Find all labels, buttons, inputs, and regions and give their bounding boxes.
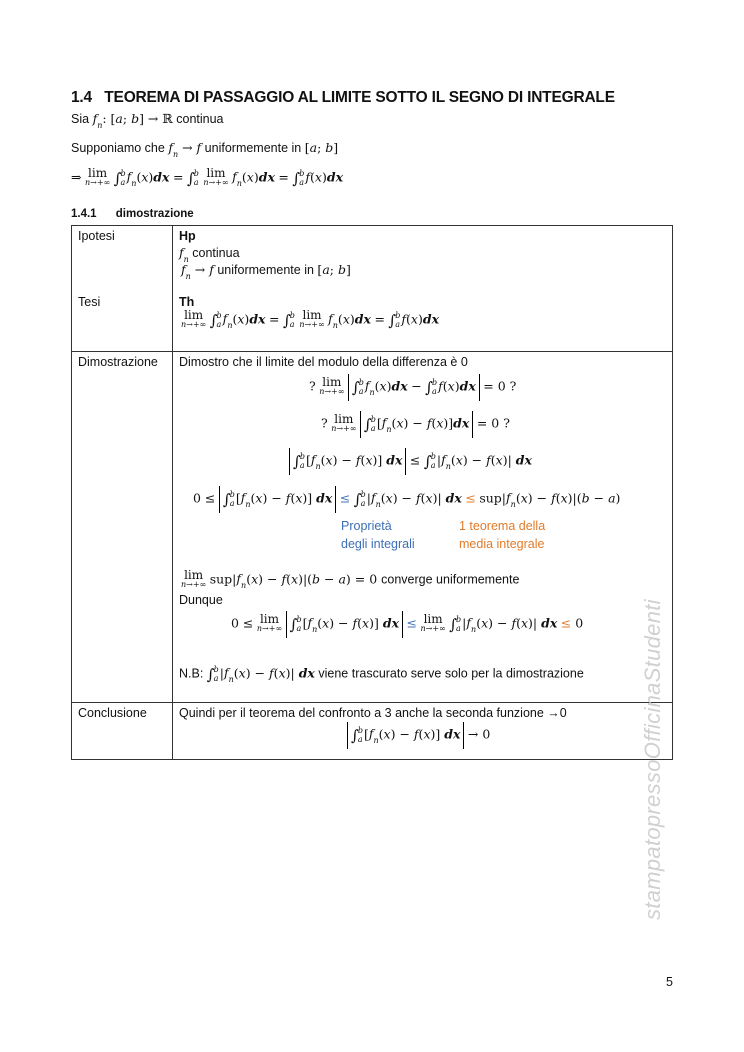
hp-line-2: $f_n \to f$ uniformemente in [a; b] — [181, 262, 351, 281]
cell-dimostrazione-content — [173, 352, 673, 703]
cell-conclusione-label — [72, 703, 173, 760]
conclusione-label: Conclusione — [78, 706, 147, 720]
row-ipotesi-tesi — [72, 226, 673, 352]
formula-dunque: 0 ≤ lim n→+∞ ∫ b a $[f_n(x) - f(x)]$ dx ≤ lim n→+∞ ∫ b a $|f_n(x) - f(x)|$ dx ≤ 0 — [231, 611, 583, 638]
subsection-heading: 1.4.1 dimostrazione — [71, 208, 194, 220]
hp-title: Hp — [179, 229, 196, 243]
section-heading — [71, 89, 615, 107]
th-formula: lim n→+∞ ∫ b a $f_n(x)dx$ = ∫ b a lim n→+∞ $f_n(x)dx$ = ∫ b a f(x)dx — [181, 308, 440, 331]
main-theorem-formula: ⇒ lim n→+∞ ∫ b a $f_n(x)dx$ = ∫ b a lim n→+∞ $f_n(x)dx$ = ∫ b a f(x)dx — [71, 166, 344, 189]
nb-note: N.B: ∫ b a $|f_n(x) - f(x)|$ dx viene trascurato serve solo per la dimostrazione — [179, 665, 584, 685]
row-conclusione — [72, 703, 673, 760]
annotation-blue-1: Proprietà — [341, 519, 392, 533]
cell-dimostrazione-label — [72, 352, 173, 703]
annotation-orange-1: 1 teorema della — [459, 519, 546, 533]
watermark: stampatopressoOfficinaStudenti — [640, 599, 665, 920]
page-number: 5 — [666, 975, 673, 989]
section-title: TEOREMA DI PASSAGGIO AL LIMITE SOTTO IL SEGNO DI INTEGRALE — [104, 89, 615, 106]
th-title: Th — [179, 295, 195, 309]
hp-line-1: $f_n$ continua — [179, 245, 240, 264]
dim-intro: Dimostro che il limite del modulo della differenza è 0 — [179, 355, 468, 369]
cell-ipotesi-tesi-label — [72, 226, 173, 352]
proof-table — [71, 225, 673, 760]
formula-step-3: ∫ b a $[f_n(x) - f(x)]$ dx ≤ ∫ b a $|f_n(x) - f(x)|$ dx — [289, 448, 532, 475]
cell-conclusione-content — [173, 703, 673, 760]
row-dimostrazione — [72, 352, 673, 703]
dimostrazione-label: Dimostrazione — [78, 355, 158, 369]
formula-step-4: 0 ≤ ∫ b a $[f_n(x) - f(x)]$ dx ≤ ∫ b a $|f_n(x) - f(x)|$ dx ≤ $sup|f_n(x) - f(x)|(b - a)$ — [193, 486, 620, 513]
intro-line-1: Sia $f_n$: [a; b] → ℝ continua — [71, 111, 224, 130]
tesi-label: Tesi — [78, 295, 101, 309]
section-number: 1.4 — [71, 89, 92, 106]
formula: $f_n \to f$ — [168, 140, 202, 159]
annotation-blue-2: degli integrali — [341, 537, 415, 551]
cell-ipotesi-tesi-content — [173, 226, 673, 352]
formula: $f_n$ — [92, 111, 103, 130]
formula-limit-sup: lim n→+∞ $sup|f_n(x) - f(x)|(b - a) = 0$ converge uniformemente — [181, 568, 520, 591]
formula-step-2: ? lim n→+∞ ∫ b a $[f_n(x) - f(x)]dx = 0$ ? — [321, 411, 510, 438]
annotation-orange-2: media integrale — [459, 537, 545, 551]
dunque-label: Dunque — [179, 593, 223, 607]
ipotesi-label: Ipotesi — [78, 229, 115, 243]
formula-step-1: ? lim n→+∞ ∫ b a $f_n(x)dx$ − ∫ b a f(x)dx = 0 ? — [309, 374, 516, 401]
conclusione-text: Quindi per il teorema del confronto a 3 anche la seconda funzione →0 — [179, 706, 567, 720]
intro-line-2: Supponiamo che $f_n \to f$ uniformemente in [a; b] — [71, 140, 339, 159]
formula-conclusione: ∫ b a $[f_n(x) - f(x)]$ dx → 0 — [347, 722, 490, 749]
